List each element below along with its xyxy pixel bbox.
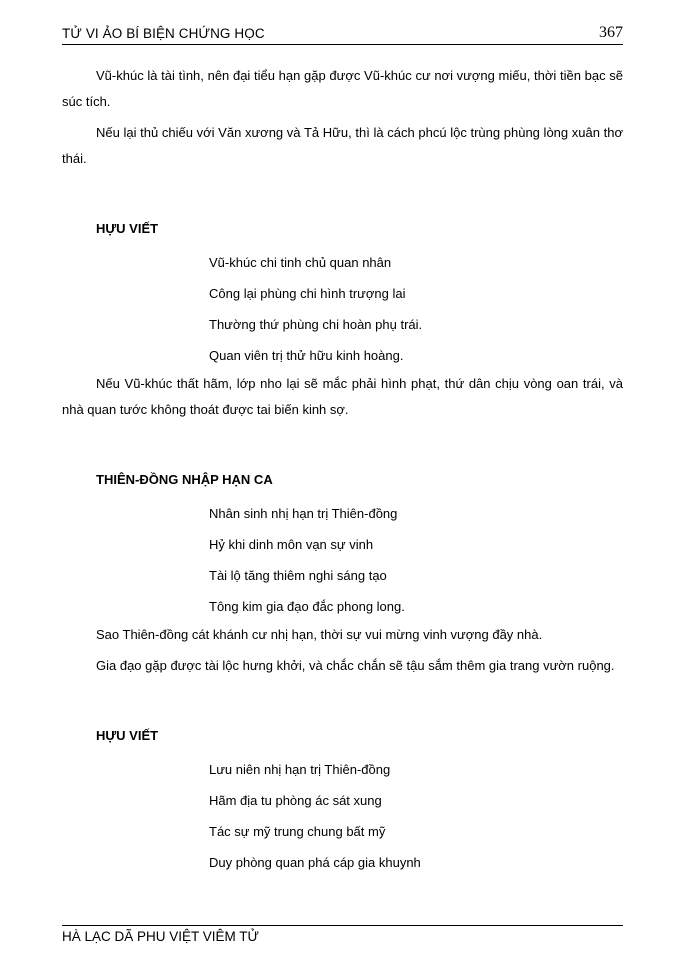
verse-line: Nhân sinh nhị hạn trị Thiên-đồng bbox=[209, 506, 398, 521]
verse-block bbox=[62, 498, 623, 622]
verse-line: Tông kim gia đạo đắc phong long. bbox=[209, 599, 405, 614]
page-footer bbox=[62, 925, 623, 944]
verse-line: Tài lộ tăng thiêm nghi sáng tạo bbox=[209, 568, 387, 583]
verse-line: Tác sự mỹ trung chung bất mỹ bbox=[209, 824, 386, 839]
verse-block bbox=[62, 247, 623, 371]
verse-block bbox=[62, 754, 623, 878]
verse-line: Vũ-khúc chi tinh chủ quan nhân bbox=[209, 255, 392, 270]
section-heading: HỰU VIẾT bbox=[96, 728, 159, 743]
verse-line: Hỷ khi dinh môn vạn sự vinh bbox=[209, 537, 374, 552]
verse-line: Quan viên trị thử hữu kinh hoàng. bbox=[209, 348, 404, 363]
verse-line: Duy phòng quan phá cáp gia khuynh bbox=[209, 855, 421, 870]
paragraph: Sao Thiên-đồng cát khánh cư nhị hạn, thời sự vui mừng vinh vượng đầy nhà. bbox=[96, 627, 543, 642]
verse-line: Thường thứ phùng chi hoàn phụ trái. bbox=[209, 317, 423, 332]
verse-line: Công lại phùng chi hình trượng lai bbox=[209, 286, 406, 301]
verse-line: Lưu niên nhị hạn trị Thiên-đồng bbox=[209, 762, 391, 777]
paragraph: Nếu Vũ-khúc thất hãm, lớp nho lại sẽ mắc phải hình phạt, thứ dân chịu vòng oan trái, và nhà quan tước không thoát được tai biến kinh sợ. bbox=[62, 376, 623, 417]
verse-line: Hãm địa tu phòng ác sát xung bbox=[209, 793, 382, 808]
paragraph: Gia đạo gặp được tài lộc hưng khởi, và chắc chắn sẽ tậu sắm thêm gia trang vườn ruộng. bbox=[96, 658, 615, 673]
page-number: 367 bbox=[599, 24, 623, 41]
page-header bbox=[62, 24, 623, 45]
paragraph: Nếu lại thủ chiếu với Văn xương và Tả Hữu, thì là cách phcú lộc trùng phùng lòng xuân thơ thái. bbox=[62, 125, 623, 166]
section-heading: THIÊN-ĐỒNG NHẬP HẠN CA bbox=[96, 472, 273, 487]
paragraph: Vũ-khúc là tài tình, nên đại tiểu hạn gặp được Vũ-khúc cư nơi vượng miếu, thời tiền bạc sẽ súc tích. bbox=[62, 68, 623, 109]
header-title: TỬ VI ẢO BÍ BIỆN CHỨNG HỌC bbox=[62, 26, 265, 41]
footer-text: HÀ LẠC DÃ PHU VIỆT VIÊM TỬ bbox=[62, 929, 260, 944]
section-heading: HỰU VIẾT bbox=[96, 221, 159, 236]
page-content bbox=[62, 63, 623, 878]
